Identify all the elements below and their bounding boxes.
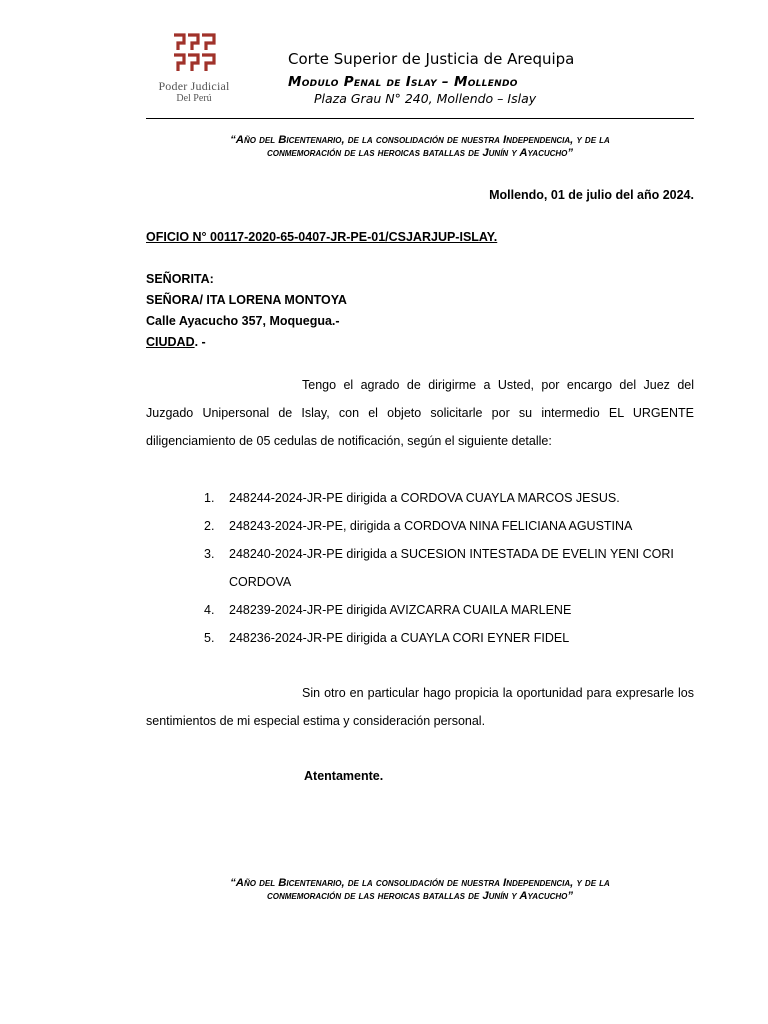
list-item-text: 248240-2024-JR-PE dirigida a SUCESION INTESTADA DE EVELIN YENI CORI CORDOVA (229, 547, 674, 589)
list-item-text: 248236-2024-JR-PE dirigida a CUAYLA CORI EYNER FIDEL (229, 631, 570, 645)
motto-bottom-line1: “Año del Bicentenario, de la consolidación de nuestra Independencia, y de la (230, 877, 610, 889)
recipient-city-label: CIUDAD (146, 335, 195, 349)
list-item-number: 4. (204, 603, 215, 617)
document-date: Mollendo, 01 de julio del año 2024. (489, 188, 694, 202)
list-item-text: 248239-2024-JR-PE dirigida AVIZCARRA CUAILA MARLENE (229, 603, 572, 617)
logo-text-del-peru: Del Perú (176, 93, 212, 104)
court-name: Corte Superior de Justicia de Arequipa (288, 50, 575, 68)
closing-salutation: Atentamente. (304, 769, 384, 783)
intro-paragraph (146, 371, 694, 455)
poder-judicial-emblem-icon (172, 33, 216, 73)
oficio-number: OFICIO N° 00117-2020-65-0407-JR-PE-01/CSJARJUP-ISLAY. (146, 230, 498, 244)
logo-text-poder-judicial: Poder Judicial (158, 79, 230, 93)
module-name: Modulo Penal de Islay – Mollendo (288, 74, 518, 90)
list-item (196, 512, 694, 540)
poder-judicial-logo (146, 33, 242, 105)
recipient-city-suffix: . - (194, 335, 206, 349)
motto-top (146, 134, 694, 160)
list-item-text: 248243-2024-JR-PE, dirigida a CORDOVA NINA FELICIANA AGUSTINA (229, 519, 633, 533)
motto-bottom-line2: conmemoración de las heroicas batallas de Junín y Ayacucho” (266, 890, 574, 902)
notification-list (196, 484, 694, 652)
list-item (196, 596, 694, 624)
list-item-number: 3. (204, 547, 215, 561)
list-item (196, 484, 694, 512)
recipient-street: Calle Ayacucho 357, Moquegua.- (146, 314, 340, 328)
recipient-salutation: SEÑORITA: (146, 272, 214, 286)
header-divider (146, 118, 694, 119)
list-item-number: 5. (204, 631, 215, 645)
list-item-number: 2. (204, 519, 215, 533)
list-item-text: 248244-2024-JR-PE dirigida a CORDOVA CUAYLA MARCOS JESUS. (229, 491, 620, 505)
recipient-name: SEÑORA/ ITA LORENA MONTOYA (146, 293, 347, 307)
closing-paragraph-text: Sin otro en particular hago propicia la oportunidad para expresarle los sentimientos de mi especial estima y consideración personal. (146, 686, 694, 728)
list-item-number: 1. (204, 491, 215, 505)
list-item (196, 540, 694, 596)
motto-top-line1: “Año del Bicentenario, de la consolidación de nuestra Independencia, y de la (230, 134, 610, 146)
closing-paragraph (146, 679, 694, 735)
recipient-city (146, 335, 206, 349)
intro-text: Tengo el agrado de dirigirme a Usted, por encargo del Juez del Juzgado Unipersonal de Islay, con el objeto solicitarle por su intermedio EL URGENTE diligenciamiento de 05 cedulas de notificación, según el siguiente detalle: (146, 378, 694, 448)
list-item (196, 624, 694, 652)
motto-bottom (146, 877, 694, 903)
motto-top-line2: conmemoración de las heroicas batallas de Junín y Ayacucho” (266, 147, 574, 159)
court-address: Plaza Grau N° 240, Mollendo – Islay (314, 91, 537, 106)
